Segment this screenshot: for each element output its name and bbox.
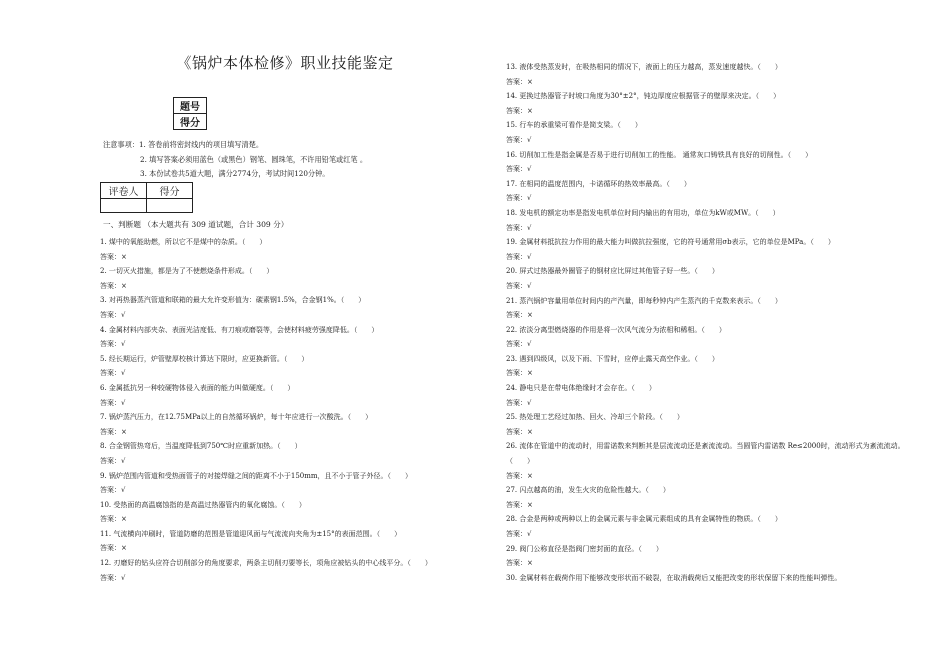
answer-text: 答案：×: [506, 106, 533, 115]
question-text: 13. 液体受热蒸发时，在吸热相同的情况下，液面上的压力越高，蒸发速度越快。（ ）: [506, 63, 782, 71]
answer-text: 答案：×: [506, 427, 533, 436]
question-text: 23. 遇到四级风，以及下雨、下雪时，应停止露天高空作业。（ ）: [506, 354, 719, 363]
score-table-header: 题号: [174, 98, 207, 114]
page-title: 《锅炉本体检修》职业技能鉴定: [176, 54, 394, 72]
answer-text: 答案：√: [506, 223, 532, 232]
question-text: 17. 在相同的温度范围内，卡诺循环的热效率最高。（ ）: [506, 179, 691, 188]
answer-text: 答案：√: [100, 369, 126, 378]
question-text: 19. 金属材料抵抗拉力作用的最大能力叫做抗拉强度，它的符号通常用σb表示，它的单位是MPa。（ ）: [506, 238, 835, 247]
question-text: 4. 金属材料内部夹杂、表面光洁度低、有刀痕或磨裂等，会使材料疲劳强度降低。（ ）: [100, 325, 379, 334]
answer-text: 答案：×: [100, 515, 127, 524]
instruction-2: 2. 填写答案必须用蓝色（或黑色）钢笔、圆珠笔，不许用铅笔或红笔 。: [140, 154, 368, 164]
answer-text: 答案：√: [100, 573, 126, 582]
question-text: 3. 对再热器蒸汽管道和联箱的最大允许变形值为：碳素钢1.5%，合金钢1%。（ ）: [100, 296, 366, 305]
question-text: 8. 合金钢管热弯后，当温度降低到750℃时应重新加热。（ ）: [100, 442, 302, 451]
question-text: 21. 蒸汽锅炉容量用单位时间内的产汽量，即每秒钟内产生蒸汽的千克数来表示。（ ）: [506, 296, 782, 305]
question-text: 7. 锅炉蒸汽压力，在12.75MPa以上的自然循环锅炉，每十年应进行一次酸洗。（ ）: [100, 413, 373, 422]
review-score-cell: [147, 199, 193, 213]
question-column-right: [506, 60, 906, 585]
answer-text: 答案：√: [506, 165, 532, 174]
question-text: 27. 闪点越高的油，发生火灾的危险性越大。（ ）: [506, 486, 670, 495]
question-text: 6. 金属抵抗另一种较硬物体侵入表面的能力叫做硬度。（ ）: [100, 383, 295, 392]
answer-text: 答案：×: [506, 500, 533, 509]
question-text: 24. 静电只是在带电体绝缘时才会存在。（ ）: [506, 384, 656, 393]
review-table: [100, 182, 193, 213]
answer-text: 答案：√: [100, 456, 126, 465]
answer-text: 答案：√: [100, 486, 126, 495]
question-text: 28. 合金是两种或两种以上的金属元素与非金属元素组成的具有金属特性的物质。（ ）: [506, 515, 782, 524]
answer-text: 答案：×: [100, 427, 127, 436]
question-text: 29. 阀门公称直径是指阀门密封面的直径。（ ）: [506, 544, 663, 553]
reviewer-cell: [101, 199, 147, 213]
answer-text: 答案：×: [506, 471, 533, 480]
answer-text: 答案：√: [506, 530, 532, 538]
answer-text: 答案：√: [100, 398, 126, 407]
question-text: 2. 一切灭火措施，都是为了不使燃烧条件形成。（ ）: [100, 267, 274, 276]
answer-text: 答案：×: [100, 544, 127, 553]
question-text: 5. 经长期运行，炉管壁厚校核计算达下限时，应更换新管。（ ）: [100, 354, 309, 363]
answer-text: 答案：√: [506, 194, 532, 203]
section-heading: 一、判断题 （本大题共有 309 道试题，合计 309 分）: [103, 220, 289, 229]
answer-text: 答案：×: [506, 369, 533, 378]
answer-text: 答案：×: [506, 559, 533, 568]
score-table: [173, 97, 207, 130]
answer-text: 答案：×: [506, 311, 533, 320]
answer-text: 答案：√: [506, 281, 532, 290]
question-text: 9. 锅炉范围内管道和受热面管子的对接焊缝之间的距离不小于150mm，且不小于管子外径。（ ）: [100, 471, 413, 480]
instruction-1: 注意事项：1. 答卷前将密封线内的项目填写清楚。: [103, 140, 264, 149]
answer-text: 答案：×: [506, 77, 533, 86]
answer-text: 答案：√: [506, 252, 532, 261]
reviewer-label: 评卷人: [101, 183, 147, 199]
question-text: 10. 受热面的高温腐蚀指的是高温过热器管内的氧化腐蚀。（ ）: [100, 500, 306, 509]
answer-text: 答案：√: [506, 135, 532, 144]
question-column-left: [100, 235, 485, 585]
question-text: 16. 切削加工性是指金属是否易于进行切削加工的性能。 通常灰口铸铁具有良好的切削性。（ ）: [506, 150, 813, 159]
question-text: 20. 屏式过热器最外圈管子的钢材应比屏过其他管子好一些。（ ）: [506, 267, 719, 276]
instructions: [103, 138, 367, 182]
instruction-3: 3. 本份试卷共5道大题，满分2774分，考试时间120分钟。: [140, 169, 330, 178]
answer-text: 答案：√: [506, 398, 532, 407]
question-text: 26. 流体在管道中的流动时，用雷诺数来判断其是层流流动还是紊流流动。当圆管内雷诺数 Re≤2000时，流动形式为紊流流动。（ ）: [506, 442, 905, 466]
answer-text: 答案：×: [100, 281, 127, 290]
review-score-label: 得分: [147, 183, 193, 199]
question-text: 1. 煤中的氧能助燃，所以它不是煤中的杂质。（ ）: [100, 238, 267, 246]
question-text: 11. 气流横向冲刷时，管道防磨的范围是管道迎风面与气流流向夹角为±15°的表面范围。（ ）: [100, 529, 402, 538]
answer-text: 答案：×: [100, 252, 127, 261]
question-text: 14. 更换过热器管子时坡口角度为30°±2°，钝边厚度应根据管子的壁厚来决定。（ ）: [506, 92, 781, 101]
question-text: 18. 发电机的额定功率是指发电机单位时间内输出的有用功，单位为kW或MW。（ ）: [506, 208, 780, 217]
answer-text: 答案：√: [506, 340, 532, 349]
question-text: 22. 浓淡分离型燃烧器的作用是将一次风气流分为浓相和稀相。（ ）: [506, 325, 726, 334]
score-table-score-label: 得分: [174, 114, 207, 130]
answer-text: 答案：√: [100, 340, 126, 349]
question-text: 12. 刃磨好的钻头应符合切削部分的角度要求，两条主切削刃要等长，项角应被钻头的中心线平分。（ ）: [100, 559, 432, 568]
question-text: 15. 行车的承重梁可看作是简支梁。（ ）: [506, 121, 642, 130]
answer-text: 答案：√: [100, 310, 126, 319]
question-text: 25. 热处理工艺经过加热、回火、冷却三个阶段。（ ）: [506, 413, 684, 422]
question-text: 30. 金属材料在载荷作用下能够改变形状而不破裂，在取消载荷后又能把改变的形状保留下来的性能叫弹性。: [506, 573, 842, 582]
